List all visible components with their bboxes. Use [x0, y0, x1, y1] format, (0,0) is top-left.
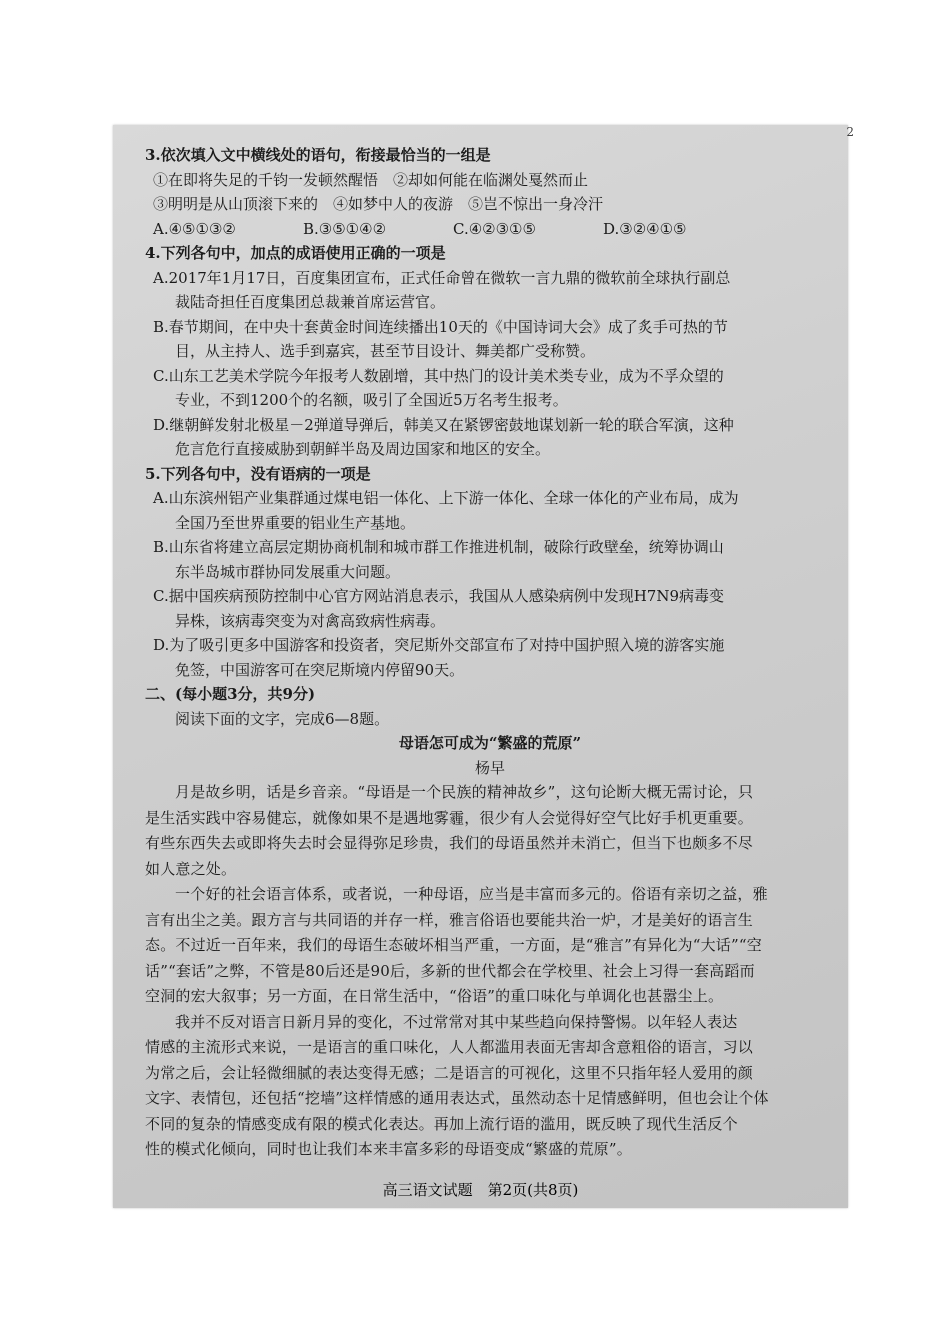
page-footer: 高三语文试题 第2页(共8页) [382, 1181, 579, 1199]
q3-choice-a: A.④⑤①③② [153, 219, 236, 238]
article-author: 杨早 [474, 758, 505, 777]
q4-option-d: D.继朝鲜发射北极星－2弹道导弹后，韩美又在紧锣密鼓地谋划新一轮的联合军演，这种 [153, 415, 734, 434]
q4-option-b: B.春节期间，在中央十套黄金时间连续播出10天的《中国诗词大会》成了炙手可热的节 [153, 317, 728, 336]
q4-option-c-cont: 专业，不到1200个的名额，吸引了全国近5万名考生报考。 [175, 391, 568, 409]
q4-option-a-cont: 裁陆奇担任百度集团总裁兼首席运营官。 [175, 293, 446, 311]
article-line: 情感的主流形式来说，一是语言的重口味化，人人都滥用表面无害却含意粗俗的语言，习以 [145, 1038, 754, 1056]
q5-option-d-cont: 免签，中国游客可在突尼斯境内停留90天。 [175, 660, 465, 679]
article-line: 有些东西失去或即将失去时会显得弥足珍贵，我们的母语虽然并未消亡，但当下也颇多不尽 [145, 834, 754, 852]
q4-option-d-cont: 危言危行直接威胁到朝鲜半岛及周边国家和地区的安全。 [175, 440, 551, 458]
q4-option-c: C.山东工艺美术学院今年报考人数剧增，其中热门的设计美术类专业，成为不孚众望的 [153, 366, 724, 385]
exam-page-photo [113, 125, 854, 1208]
q4-option-a: A.2017年1月17日，百度集团宣布，正式任命曾在微软一言九鼎的微软前全球执行副总 [153, 268, 731, 287]
q3-stem: 3.依次填入文中横线处的语句，衔接最恰当的一组是 [145, 146, 491, 164]
article-line: 我并不反对语言日新月异的变化，不过常常对其中某些趋向保持警惕。以年轻人表达 [175, 1012, 738, 1031]
article-line: 言有出尘之美。跟方言与共同语的并存一样，雅言俗语也要能共治一炉，才是美好的语言生 [145, 910, 754, 929]
article-line: 是生活实践中容易健忘，就像如果不是遇地雾霾，很少有人会觉得好空气比好手机更重要。 [145, 808, 754, 827]
q5-option-b-cont: 东半岛城市群协同发展重大问题。 [175, 562, 401, 581]
article-line: 一个好的社会语言体系，或者说，一种母语，应当是丰富而多元的。俗语有亲切之益，雅 [175, 885, 768, 903]
article-line: 文字、表情包，还包括“挖墙”这样情感的通用表达式，虽然动态十足情感鲜明，但也会让个体 [145, 1089, 769, 1107]
article-line: 为常之后，会让轻微细腻的表达变得无感；二是语言的可视化，这里不只指年轻人爱用的颜 [145, 1063, 754, 1082]
q5-option-a: A.山东滨州铝产业集群通过煤电铝一体化、上下游一体化、全球一体化的产业布局，成为 [153, 489, 739, 507]
q5-option-b: B.山东省将建立高层定期协商机制和城市群工作推进机制，破除行政壁垒，统筹协调山 [153, 538, 724, 556]
article-line: 态。不过近一百年来，我们的母语生态破坏相当严重，一方面，是“雅言”有异化为“大话”“空 [145, 936, 762, 954]
article-line: 性的模式化倾向，同时也让我们本来丰富多彩的母语变成“繁盛的荒原”。 [145, 1140, 632, 1158]
article-title: 母语怎可成为“繁盛的荒原” [398, 734, 582, 752]
section-2-instruction: 阅读下面的文字，完成6—8题。 [175, 709, 390, 728]
q5-option-c: C.据中国疾病预防控制中心官方网站消息表示，我国从人感染病例中发现H7N9病毒变 [153, 587, 725, 605]
q3-choices [145, 217, 835, 242]
q4-option-b-cont: 目，从主持人、选手到嘉宾，甚至节目设计、舞美都广受称赞。 [175, 342, 596, 360]
corner-mark: 2 [846, 125, 854, 139]
q5-option-c-cont: 异株，该病毒突变为对禽高致病性病毒。 [175, 611, 446, 630]
article-line: 空洞的宏大叙事；另一方面，在日常生活中，“俗语”的重口味化与单调化也甚嚣尘上。 [145, 987, 724, 1005]
q3-choice-c: C.④②③①⑤ [453, 219, 536, 238]
article-line: 月是故乡明，话是乡音亲。“母语是一个民族的精神故乡”，这句论断大概无需讨论，只 [175, 783, 754, 801]
q5-option-d: D.为了吸引更多中国游客和投资者，突尼斯外交部宣布了对持中国护照入境的游客实施 [153, 636, 725, 654]
section-2-header: 二、(每小题3分，共9分) [145, 685, 316, 703]
q5-option-a-cont: 全国乃至世界重要的铝业生产基地。 [175, 513, 416, 532]
q3-choice-b: B.③⑤①④② [303, 219, 387, 238]
q4-stem: 4.下列各句中，加点的成语使用正确的一项是 [145, 244, 446, 262]
q5-stem: 5.下列各句中，没有语病的一项是 [145, 464, 371, 483]
q3-choice-d: D.③②④①⑤ [603, 219, 687, 238]
article-line: 话”“套话”之弊，不管是80后还是90后，多新的世代都会在学校里、社会上习得一套高蹈而 [145, 961, 755, 980]
q3-sentences-1: ①在即将失足的千钧一发顿然醒悟 ②却如何能在临渊处戛然而止 [153, 170, 589, 189]
page-content [145, 143, 835, 1163]
article-line: 不同的复杂的情感变成有限的模式化表达。再加上流行语的滥用，既反映了现代生活反个 [145, 1114, 738, 1133]
article-line: 如人意之处。 [145, 859, 237, 878]
q3-sentences-2: ③明明是从山顶滚下来的 ④如梦中人的夜游 ⑤岂不惊出一身冷汗 [153, 195, 604, 213]
